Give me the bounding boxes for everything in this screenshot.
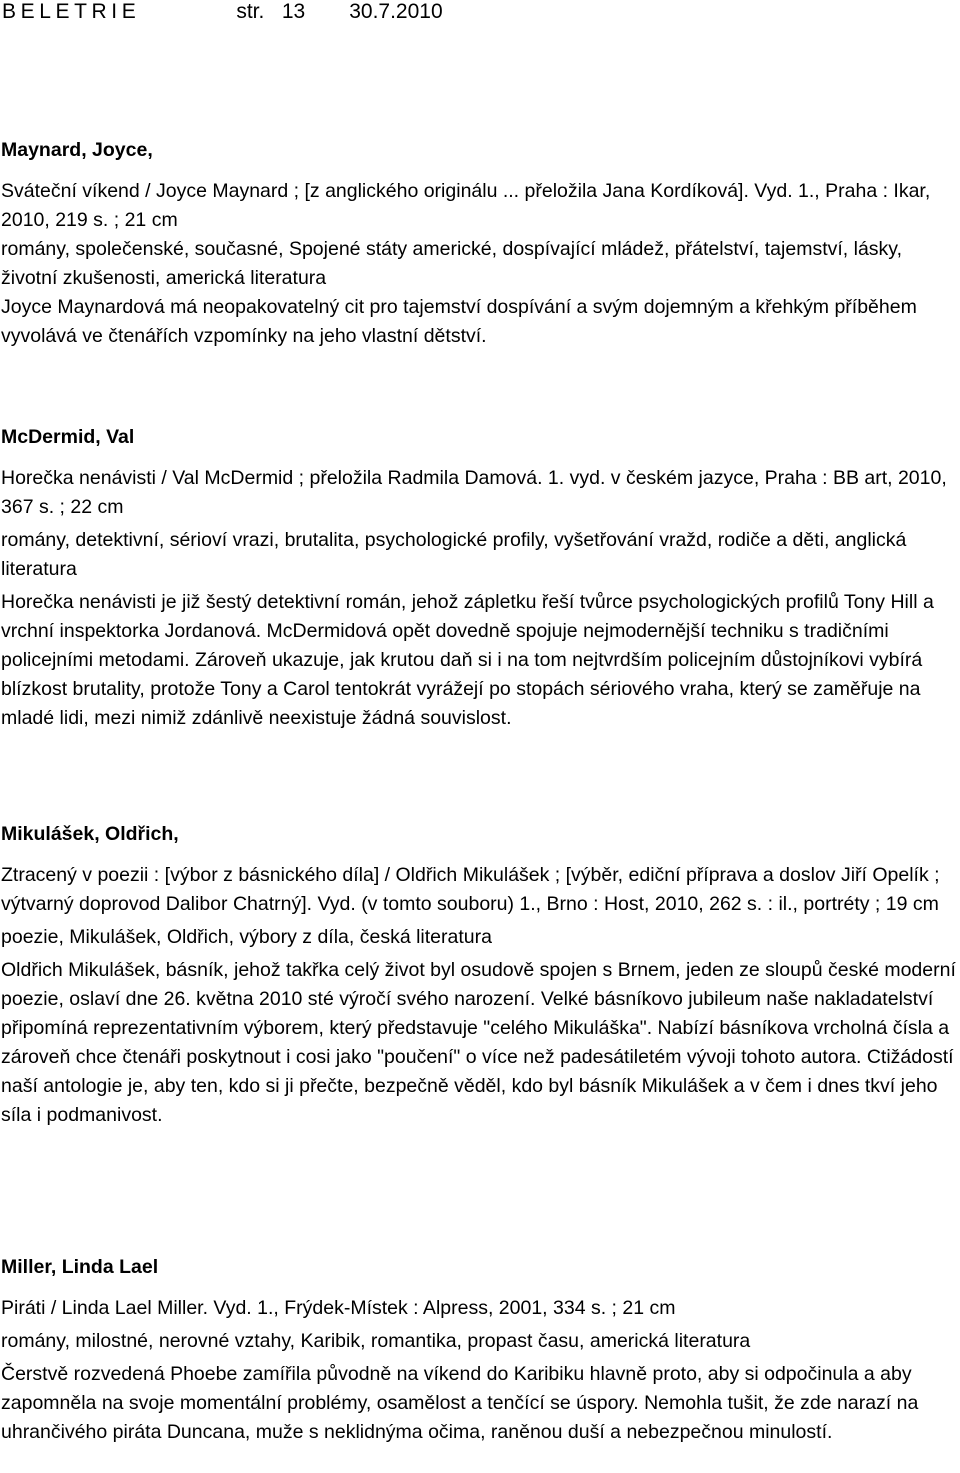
catalog-entry	[1, 1253, 959, 1447]
entry-author: McDermid, Val	[1, 426, 135, 448]
catalog-entry	[1, 820, 959, 1130]
entry-keywords: romány, detektivní, sérioví vrazi, brutalita, psychologické profily, vyšetřování vražd, rodiče a děti, anglická literatura	[1, 529, 907, 580]
page-number: str. 13	[236, 0, 306, 23]
entry-bibliography: Sváteční víkend / Joyce Maynard ; [z anglického originálu ... přeložila Jana Kordíková]. Vyd. 1., Praha : Ikar, 2010, 219 s. ; 21 cm	[1, 180, 931, 231]
entry-annotation: Čerstvě rozvedená Phoebe zamířila původně na víkend do Karibiku hlavně proto, aby si odpočinula a aby zapomněla na svoje momentální problémy, osamělost a tenčící se úspory. Nemohla tušit, že zde narazí na uhrančivého piráta Duncana, muže s neklidnýma očima, raněnou duší a nebezpečnou minulostí.	[1, 1363, 919, 1443]
catalog-entry	[1, 423, 959, 733]
entry-annotation: Oldřich Mikulášek, básník, jehož takřka celý život byl osudově spojen s Brnem, jeden ze sloupů české moderní poezie, oslaví dne 26. května 2010 sté výročí svého narození. Velké básníkovo jubileum naše nakladatelství připomíná reprezentativním výborem, který představuje "celého Mikuláška". Nabízí básníkova vrcholná čísla a zároveň chce čtenáři poskytnout i cosi jako "poučení" o více než padesátiletém vývoji tohoto autora. Ctižádostí naší antologie je, aby ten, kdo si ji přečte, bezpečně věděl, kdo byl básník Mikulášek a v čem i dnes tkví jeho síla i podmanivost.	[1, 959, 956, 1126]
entry-bibliography: Horečka nenávisti / Val McDermid ; přeložila Radmila Damová. 1. vyd. v českém jazyce, Praha : BB art, 2010, 367 s. ; 22 cm	[1, 467, 947, 518]
section-title: BELETRIE	[2, 0, 141, 23]
entry-bibliography: Ztracený v poezii : [výbor z básnického díla] / Oldřich Mikulášek ; [výběr, ediční příprava a doslov Jiří Opelík ; výtvarný doprovod Dalibor Chatrný]. Vyd. (v tomto souboru) 1., Brno : Host, 2010, 262 s. : il., portréty ; 19 cm	[1, 864, 940, 915]
entry-author: Miller, Linda Lael	[1, 1256, 159, 1278]
entry-keywords: poezie, Mikulášek, Oldřich, výbory z díla, česká literatura	[1, 926, 492, 948]
entry-bibliography: Piráti / Linda Lael Miller. Vyd. 1., Frýdek-Místek : Alpress, 2001, 334 s. ; 21 cm	[1, 1297, 676, 1319]
catalog-entry	[1, 136, 959, 351]
page-header	[2, 0, 443, 26]
entry-keywords: romány, společenské, současné, Spojené státy americké, dospívající mládež, přátelství, tajemství, lásky, životní zkušenosti, americká literatura	[1, 238, 903, 289]
entry-author: Mikulášek, Oldřich,	[1, 823, 179, 845]
entry-author: Maynard, Joyce,	[1, 139, 153, 161]
entry-annotation: Joyce Maynardová má neopakovatelný cit pro tajemství dospívání a svým dojemným a křehkým příběhem vyvolává ve čtenářích vzpomínky na jeho vlastní dětství.	[1, 296, 917, 347]
entry-annotation: Horečka nenávisti je již šestý detektivní román, jehož zápletku řeší tvůrce psychologických profilů Tony Hill a vrchní inspektorka Jordanová. McDermidová opět dovedně spojuje nejmodernější techniku s tradičními policejními metodami. Zároveň ukazuje, jak krutou daň si i na tom nejtvrdším policejním důstojníkovi vybírá blízkost brutality, protože Tony a Carol tentokrát vyrážejí po stopách sériového vraha, který se zaměřuje na mladé lidi, mezi nimiž zdánlivě neexistuje žádná souvislost.	[1, 591, 934, 729]
entry-keywords: romány, milostné, nerovné vztahy, Karibik, romantika, propast času, americká literatura	[1, 1330, 751, 1352]
issue-date: 30.7.2010	[349, 0, 443, 23]
